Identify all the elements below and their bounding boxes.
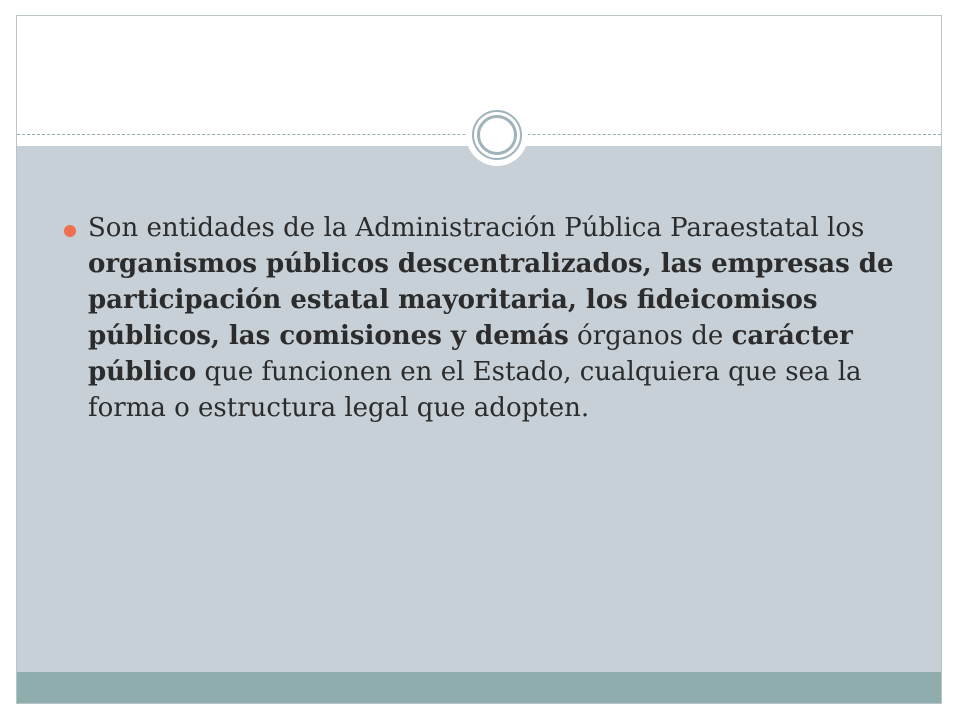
- bullet-segment-5: que funcionen en el Estado, cualquiera que sea la forma o estructura legal que adopten.: [88, 357, 862, 423]
- bullet-dot-icon: [64, 225, 76, 237]
- bullet-segment-1: Son entidades de la Administración Pública Paraestatal los: [88, 213, 865, 243]
- bullet-item: [60, 210, 920, 426]
- footer-band: [17, 672, 941, 704]
- bullet-list: [60, 210, 920, 426]
- bullet-segment-2: organismos públicos descentralizados, las empresas de participación estatal mayoritaria, los fideicomisos públicos, las comisiones y demás: [88, 249, 894, 351]
- bullet-segment-4: carácter público: [88, 321, 853, 387]
- bullet-segment-3: órganos de: [568, 321, 732, 351]
- divider-circle-ornament: [466, 104, 528, 166]
- ring-inner: [477, 115, 517, 155]
